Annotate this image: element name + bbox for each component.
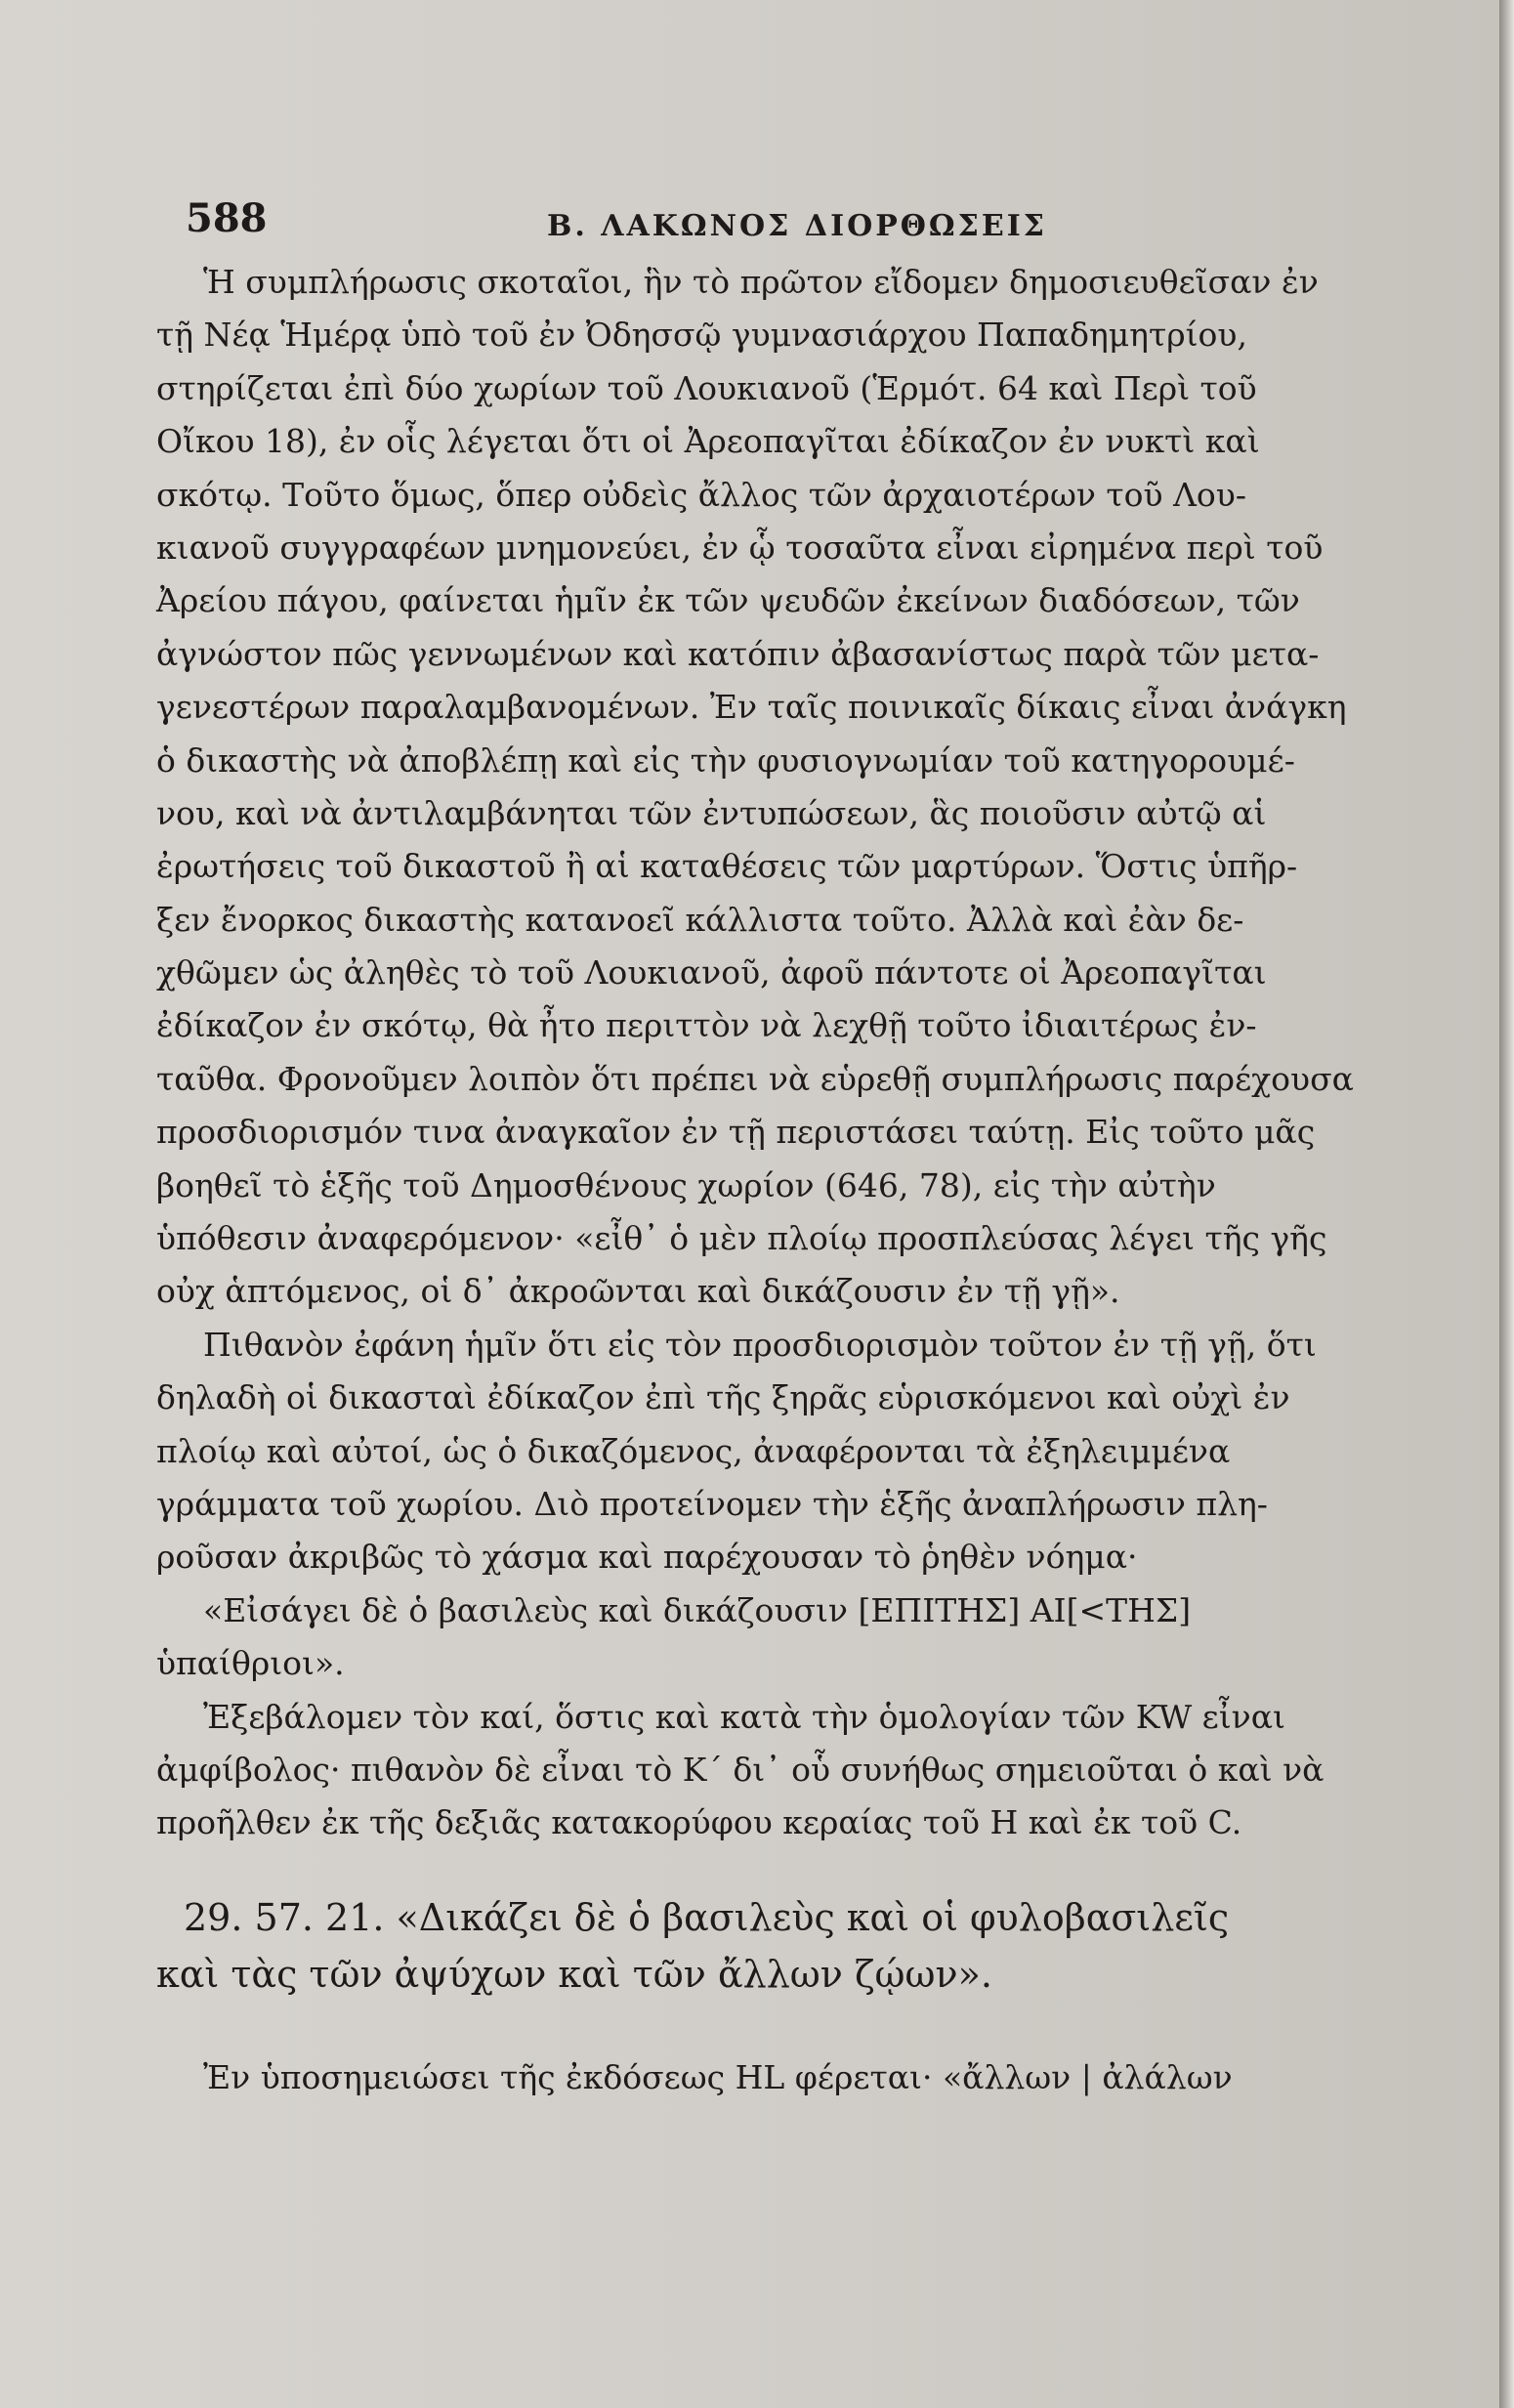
- page-edge: [1499, 0, 1514, 2408]
- text-line: ὑπόθεσιν ἀναφερόμενον· «εἶθ᾽ ὁ μὲν πλοίῳ προσπλεύσας λέγει τῆς γῆς: [156, 1219, 1327, 1258]
- text-line: «Εἰσάγει δὲ ὁ βασιλεὺς καὶ δικάζουσιν [ΕΠΙΤΗΣ] ΑΙ[<ΤΗΣ]: [203, 1590, 1192, 1629]
- text-line: προῆλθεν ἐκ τῆς δεξιᾶς κατακορύφου κεραίας τοῦ Η καὶ ἐκ τοῦ C.: [156, 1803, 1242, 1842]
- entry-heading-line: 29. 57. 21. «Δικάζει δὲ ὁ βασιλεὺς καὶ οἱ φυλοβασιλεῖς: [184, 1895, 1230, 1939]
- text-line: Ἀρείου πάγου, φαίνεται ἡμῖν ἐκ τῶν ψευδῶν ἐκείνων διαδόσεων, τῶν: [156, 581, 1300, 620]
- text-line: σκότῳ. Τοῦτο ὅμως, ὅπερ οὐδεὶς ἄλλος τῶν ἀρχαιοτέρων τοῦ Λου-: [156, 475, 1246, 514]
- text-line: κιανοῦ συγγραφέων μνημονεύει, ἐν ᾧ τοσαῦτα εἶναι εἰρημένα περὶ τοῦ: [156, 528, 1324, 567]
- page-number: 588: [186, 195, 268, 241]
- running-title: Β. ΛΑΚΩΝΟΣ ΔΙΟΡΘΩΣΕΙΣ: [547, 209, 1047, 243]
- text-line: ἀγνώστον πῶς γεννωμένων καὶ κατόπιν ἀβασανίστως παρὰ τῶν μετα-: [156, 634, 1320, 673]
- text-line: Οἴκου 18), ἐν οἷς λέγεται ὅτι οἱ Ἀρεοπαγῖται ἐδίκαζον ἐν νυκτὶ καὶ: [156, 422, 1260, 461]
- text-line: δηλαδὴ οἱ δικασταὶ ἐδίκαζον ἐπὶ τῆς ξηρᾶς εὑρισκόμενοι καὶ οὐχὶ ἐν: [156, 1378, 1290, 1417]
- text-line: ὑπαίθριοι».: [156, 1644, 345, 1683]
- text-line: ὁ δικαστὴς νὰ ἀποβλέπῃ καὶ εἰς τὴν φυσιογνωμίαν τοῦ κατηγορουμέ-: [156, 740, 1295, 780]
- text-line: Ἡ συμπλήρωσις σκοταῖοι, ἣν τὸ πρῶτον εἴδομεν δημοσιευθεῖσαν ἐν: [203, 263, 1319, 301]
- text-line: ροῦσαν ἀκριβῶς τὸ χάσμα καὶ παρέχουσαν τὸ ῥηθὲν νόημα·: [156, 1538, 1138, 1577]
- text-line: οὐχ ἁπτόμενος, οἱ δ᾽ ἀκροῶνται καὶ δικάζουσιν ἐν τῇ γῇ».: [156, 1272, 1120, 1311]
- entry-heading-line: καὶ τὰς τῶν ἀψύχων καὶ τῶν ἄλλων ζῴων».: [156, 1952, 992, 1996]
- text-line: στηρίζεται ἐπὶ δύο χωρίων τοῦ Λουκιανοῦ (Ἑρμότ. 64 καὶ Περὶ τοῦ: [156, 368, 1257, 407]
- spacer: [156, 2003, 1358, 2051]
- text-line: τῇ Νέᾳ Ἡμέρᾳ ὑπὸ τοῦ ἐν Ὀδησσῷ γυμνασιάρχου Παπαδημητρίου,: [156, 316, 1247, 355]
- text-line: ἐρωτήσεις τοῦ δικαστοῦ ἢ αἱ καταθέσεις τῶν μαρτύρων. Ὅστις ὑπῆρ-: [156, 847, 1298, 886]
- text-line: Πιθανὸν ἐφάνη ἡμῖν ὅτι εἰς τὸν προσδιορισμὸν τοῦτον ἐν τῇ γῇ, ὅτι: [203, 1325, 1317, 1364]
- text-line: προσδιορισμόν τινα ἀναγκαῖον ἐν τῇ περιστάσει ταύτῃ. Εἰς τοῦτο μᾶς: [156, 1113, 1316, 1152]
- text-line: ἀμφίβολος· πιθανὸν δὲ εἶναι τὸ Κ΄ δι᾽ οὗ συνήθως σημειοῦται ὁ καὶ νὰ: [156, 1750, 1325, 1789]
- text-line: Ἐν ὑποσημειώσει τῆς ἐκδόσεως HL φέρεται· «ἄλλων | ἀλάλων: [203, 2057, 1233, 2096]
- page-header: [186, 195, 1358, 254]
- text-line: ἐδίκαζον ἐν σκότῳ, θὰ ἦτο περιττὸν νὰ λεχθῇ τοῦτο ἰδιαιτέρως ἐν-: [156, 1006, 1257, 1045]
- body-text: [156, 256, 1358, 2104]
- text-line: γενεστέρων παραλαμβανομένων. Ἐν ταῖς ποινικαῖς δίκαις εἶναι ἀνάγκη: [156, 688, 1347, 727]
- text-line: νου, καὶ νὰ ἀντιλαμβάνηται τῶν ἐντυπώσεων, ἃς ποιοῦσιν αὐτῷ αἱ: [156, 793, 1267, 832]
- text-line: Ἐξεβάλομεν τὸν καί, ὅστις καὶ κατὰ τὴν ὁμολογίαν τῶν KW εἶναι: [203, 1697, 1285, 1736]
- text-line: βοηθεῖ τὸ ἑξῆς τοῦ Δημοσθένους χωρίον (646, 78), εἰς τὴν αὐτὴν: [156, 1165, 1216, 1204]
- spacer: [156, 1850, 1358, 1889]
- text-line: χθῶμεν ὡς ἀληθὲς τὸ τοῦ Λουκιανοῦ, ἀφοῦ πάντοτε οἱ Ἀρεοπαγῖται: [156, 953, 1267, 993]
- text-line: ξεν ἔνορκος δικαστὴς κατανοεῖ κάλλιστα τοῦτο. Ἀλλὰ καὶ ἐὰν δε-: [156, 900, 1244, 939]
- text-line: ταῦθα. Φρονοῦμεν λοιπὸν ὅτι πρέπει νὰ εὑρεθῇ συμπλήρωσις παρέχουσα: [156, 1059, 1354, 1098]
- text-line: γράμματα τοῦ χωρίου. Διὸ προτείνομεν τὴν ἑξῆς ἀναπλήρωσιν πλη-: [156, 1484, 1268, 1523]
- text-line: πλοίῳ καὶ αὐτοί, ὡς ὁ δικαζόμενος, ἀναφέρονται τὰ ἐξηλειμμένα: [156, 1431, 1231, 1470]
